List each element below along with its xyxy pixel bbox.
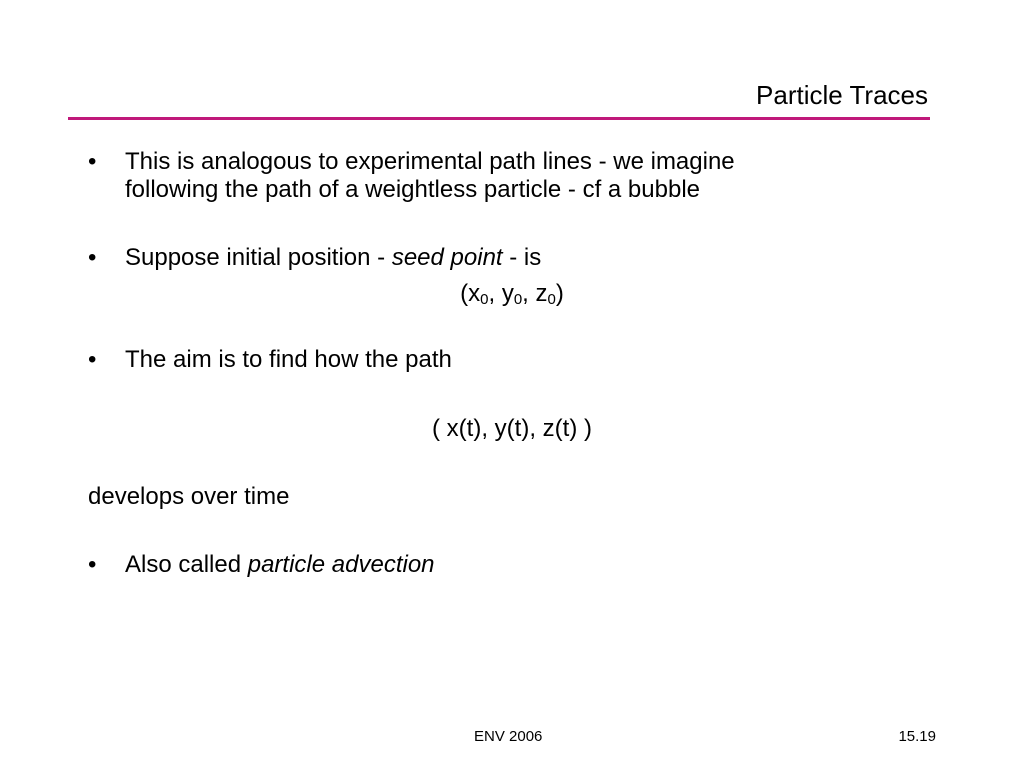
- bullet-seed-pre: Suppose initial position -: [125, 244, 392, 271]
- footer-course: ENV 2006: [474, 728, 543, 745]
- seed-coordinates: ($x_0$, $y_0$, $z_0$): [460, 280, 564, 308]
- bullet-seed-post: - is: [502, 244, 542, 271]
- bullet-seed-point: [125, 244, 925, 272]
- bullet-analogous: [125, 148, 925, 204]
- develops-text: develops over time: [88, 483, 290, 510]
- seed-y: y: [501, 280, 514, 307]
- bullet-analogous-line1: This is analogous to experimental path lines - we imagine: [125, 148, 735, 175]
- bullet-advection: [125, 551, 925, 579]
- footer-page-number: 15.19: [898, 728, 936, 745]
- bullet-marker: •: [88, 551, 97, 578]
- bullet-analogous-line2: following the path of a weightless particle - cf a bubble: [125, 176, 701, 203]
- bullet-aim: The aim is to find how the path: [125, 346, 452, 373]
- seed-x-sub: 0: [480, 291, 489, 308]
- slide-title: Particle Traces: [756, 80, 928, 110]
- seed-z-sub: 0: [547, 291, 556, 308]
- bullet-marker: •: [88, 148, 97, 175]
- particle-advection-term: particle advection: [247, 551, 435, 578]
- seed-y-sub: 0: [513, 291, 523, 308]
- path-expression: ( x(t), y(t), z(t) ): [432, 415, 592, 442]
- seed-x: x: [468, 280, 481, 307]
- seed-point-term: seed point: [391, 244, 503, 271]
- bullet-advection-pre: Also called: [125, 551, 248, 578]
- title-rule: [68, 117, 930, 120]
- bullet-marker: •: [88, 346, 97, 373]
- bullet-marker: •: [88, 244, 97, 271]
- seed-z: z: [535, 280, 548, 307]
